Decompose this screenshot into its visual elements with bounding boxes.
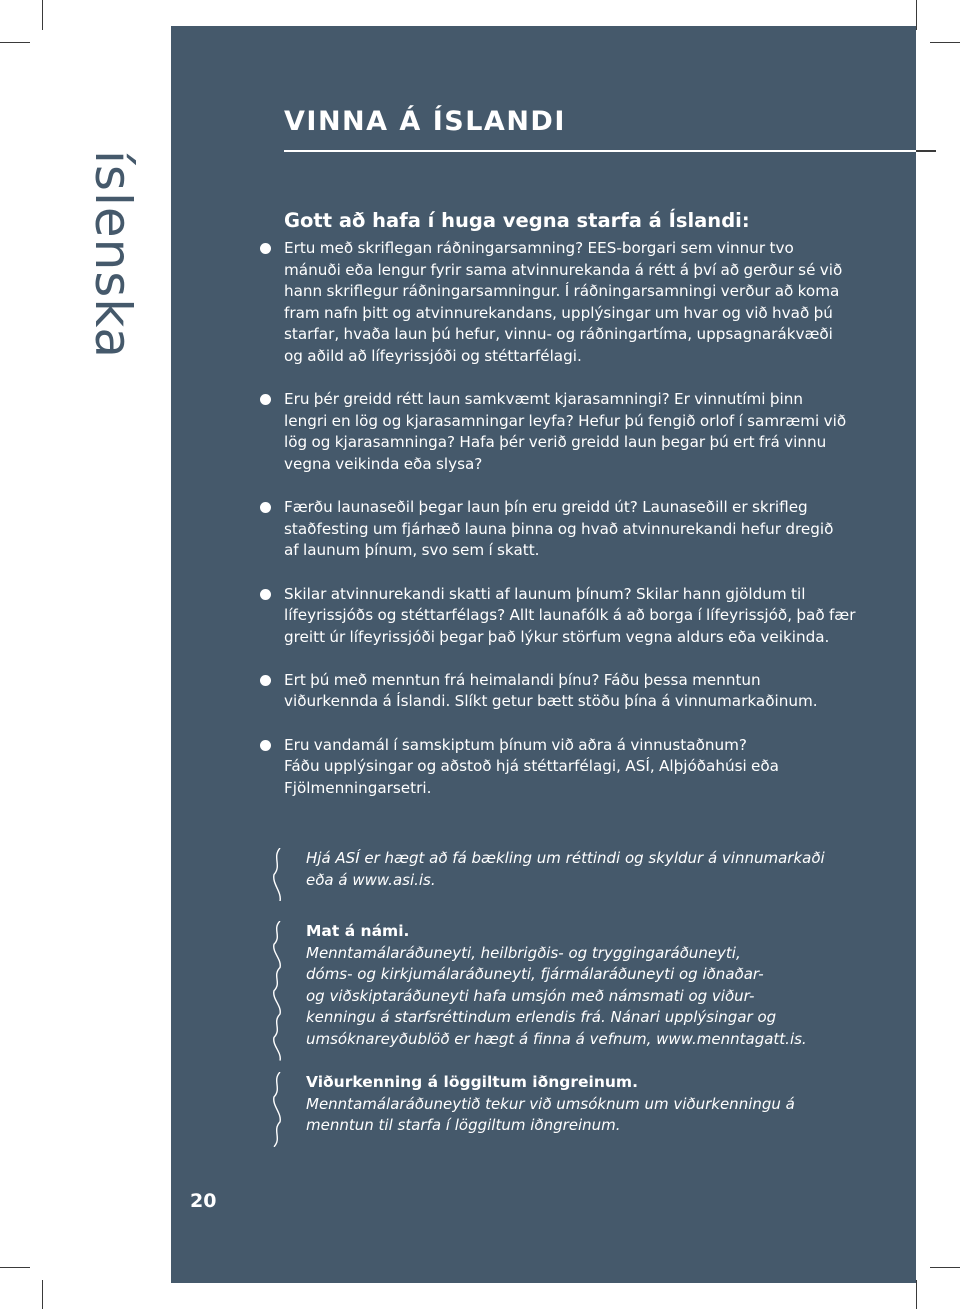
note-body: [306, 1072, 844, 1137]
info-note-education: [284, 921, 844, 1051]
bullet-text-line: Eru þér greidd rétt laun samkvæmt kjarasamningi? Er vinnutími þinn: [284, 390, 803, 409]
crop-mark: [42, 0, 43, 30]
section-heading: Gott að hafa í huga vegna starfa á Íslandi:: [284, 209, 750, 232]
note-heading: Mat á námi.: [306, 922, 410, 940]
bullet-text-line: af launum þínum, svo sem í skatt.: [284, 541, 540, 560]
bullet-list: [284, 238, 856, 821]
bullet-dot-icon: [260, 589, 271, 600]
bullet-item: [284, 238, 843, 368]
note-text-line: Menntamálaráðuneytið tekur við umsóknum um viðurkenningu á: [306, 1094, 795, 1113]
note-text-line: Hjá ASÍ er hægt að fá bækling um réttindi og skyldur á vinnumarkaði: [306, 849, 825, 867]
bullet-text-line: lög og kjarasamninga? Hafa þér verið greidd laun þegar þú ert frá vinnu: [284, 433, 827, 452]
crop-mark: [930, 1267, 960, 1268]
bullet-item: [284, 584, 856, 649]
bullet-item: [284, 670, 829, 713]
bullet-text-line: Fáðu upplýsingar og aðstoð hjá stéttarfélagi, ASÍ, Alþjóðahúsi eða: [284, 757, 779, 776]
wavy-brace-icon: [271, 848, 285, 901]
note-heading: Viðurkenning á löggiltum iðngreinum.: [306, 1073, 638, 1091]
note-body: [306, 921, 844, 1051]
page-number: 20: [190, 1190, 217, 1212]
bullet-text-line: Skilar atvinnurekandi skatti af launum þínum? Skilar hann gjöldum til: [284, 584, 806, 603]
crop-mark: [0, 42, 30, 43]
bullet-text-line: Færðu launaseðil þegar laun þín eru greidd út? Launaseðill er skrifleg: [284, 498, 808, 517]
note-text-line: umsóknareyðublöð er hægt á finna á vefnum, www.menntagatt.is.: [306, 1029, 807, 1048]
info-note-certified-trades: [284, 1072, 844, 1137]
bullet-dot-icon: [260, 740, 271, 751]
wavy-brace-icon: [271, 921, 285, 1061]
crop-mark: [930, 42, 960, 43]
bullet-text-line: Fjölmenningarsetri.: [284, 778, 432, 797]
bullet-text-line: fram nafn þitt og atvinnurekandans, upplýsingar um hvar og við hvað þú: [284, 303, 833, 322]
wavy-brace-icon: [271, 1072, 285, 1147]
title-divider: [284, 150, 934, 152]
title-divider-extension: [916, 150, 936, 152]
bullet-text-line: Eru vandamál í samskiptum þínum við aðra á vinnustaðnum?: [284, 735, 747, 754]
bullet-item: [284, 497, 834, 562]
bullet-text-line: lífeyrissjóðs og stéttarfélags? Allt launafólk á að borga í lífeyrissjóð, það fær: [284, 606, 856, 625]
content-panel: [171, 26, 916, 1283]
bullet-dot-icon: [260, 675, 271, 686]
crop-mark: [42, 1280, 43, 1309]
bullet-item: [284, 389, 847, 475]
note-text-line: kenningu á starfsréttindum erlendis frá. Nánari upplýsingar og: [306, 1008, 777, 1027]
note-text-line: Menntamálaráðuneyti, heilbrigðis- og tryggingaráðuneyti,: [306, 943, 741, 962]
bullet-text-line: lengri en lög og kjarasamningar leyfa? Hefur þú fengið orlof í samræmi við: [284, 411, 847, 430]
note-text-line: dóms- og kirkjumálaráðuneyti, fjármálaráðuneyti og iðnaðar-: [306, 965, 764, 984]
bullet-text-line: greitt úr lífeyrissjóði þegar það lýkur störfum vegna aldurs eða veikinda.: [284, 627, 830, 646]
bullet-dot-icon: [260, 394, 271, 405]
bullet-text-line: og aðild að lífeyrissjóði og stéttarfélagi.: [284, 346, 582, 365]
crop-mark: [916, 0, 917, 30]
bullet-text-line: Ertu með skriflegan ráðningarsamning? EES-borgari sem vinnur tvo: [284, 239, 794, 257]
bullet-dot-icon: [260, 243, 271, 254]
bullet-text-line: viðurkennda á Íslandi. Slíkt getur bætt stöðu þína á vinnumarkaðinum.: [284, 692, 818, 711]
info-note-asi: [284, 848, 844, 891]
bullet-text-line: mánuði eða lengur fyrir sama atvinnurekanda á rétt á því að gerður sé við: [284, 260, 843, 279]
note-text-line: eða á www.asi.is.: [306, 870, 436, 889]
bullet-text-line: starfar, hvaða laun þú hefur, vinnu- og ráðningartíma, uppsagnarákvæði: [284, 325, 833, 344]
bullet-text-line: Ert þú með menntun frá heimalandi þínu? Fáðu þessa menntun: [284, 670, 761, 689]
note-text-line: menntun til starfa í löggiltum iðngreinum.: [306, 1116, 621, 1135]
crop-mark: [916, 1280, 917, 1309]
bullet-text-line: hann skriflegur ráðningarsamningur. Í ráðningarsamningi verður að koma: [284, 282, 840, 301]
page-title: VINNA Á ÍSLANDI: [284, 106, 566, 137]
bullet-text-line: vegna veikinda eða slysa?: [284, 454, 483, 473]
note-text-line: og viðskiptaráðuneyti hafa umsjón með námsmati og viður-: [306, 986, 755, 1005]
bullet-dot-icon: [260, 502, 271, 513]
bullet-item: [284, 735, 829, 800]
crop-mark: [0, 1267, 30, 1268]
language-side-label: íslenska: [84, 150, 142, 360]
note-body: [306, 848, 844, 891]
bullet-text-line: staðfesting um fjárhæð launa þinna og hvað atvinnurekandi hefur dregið: [284, 519, 834, 538]
